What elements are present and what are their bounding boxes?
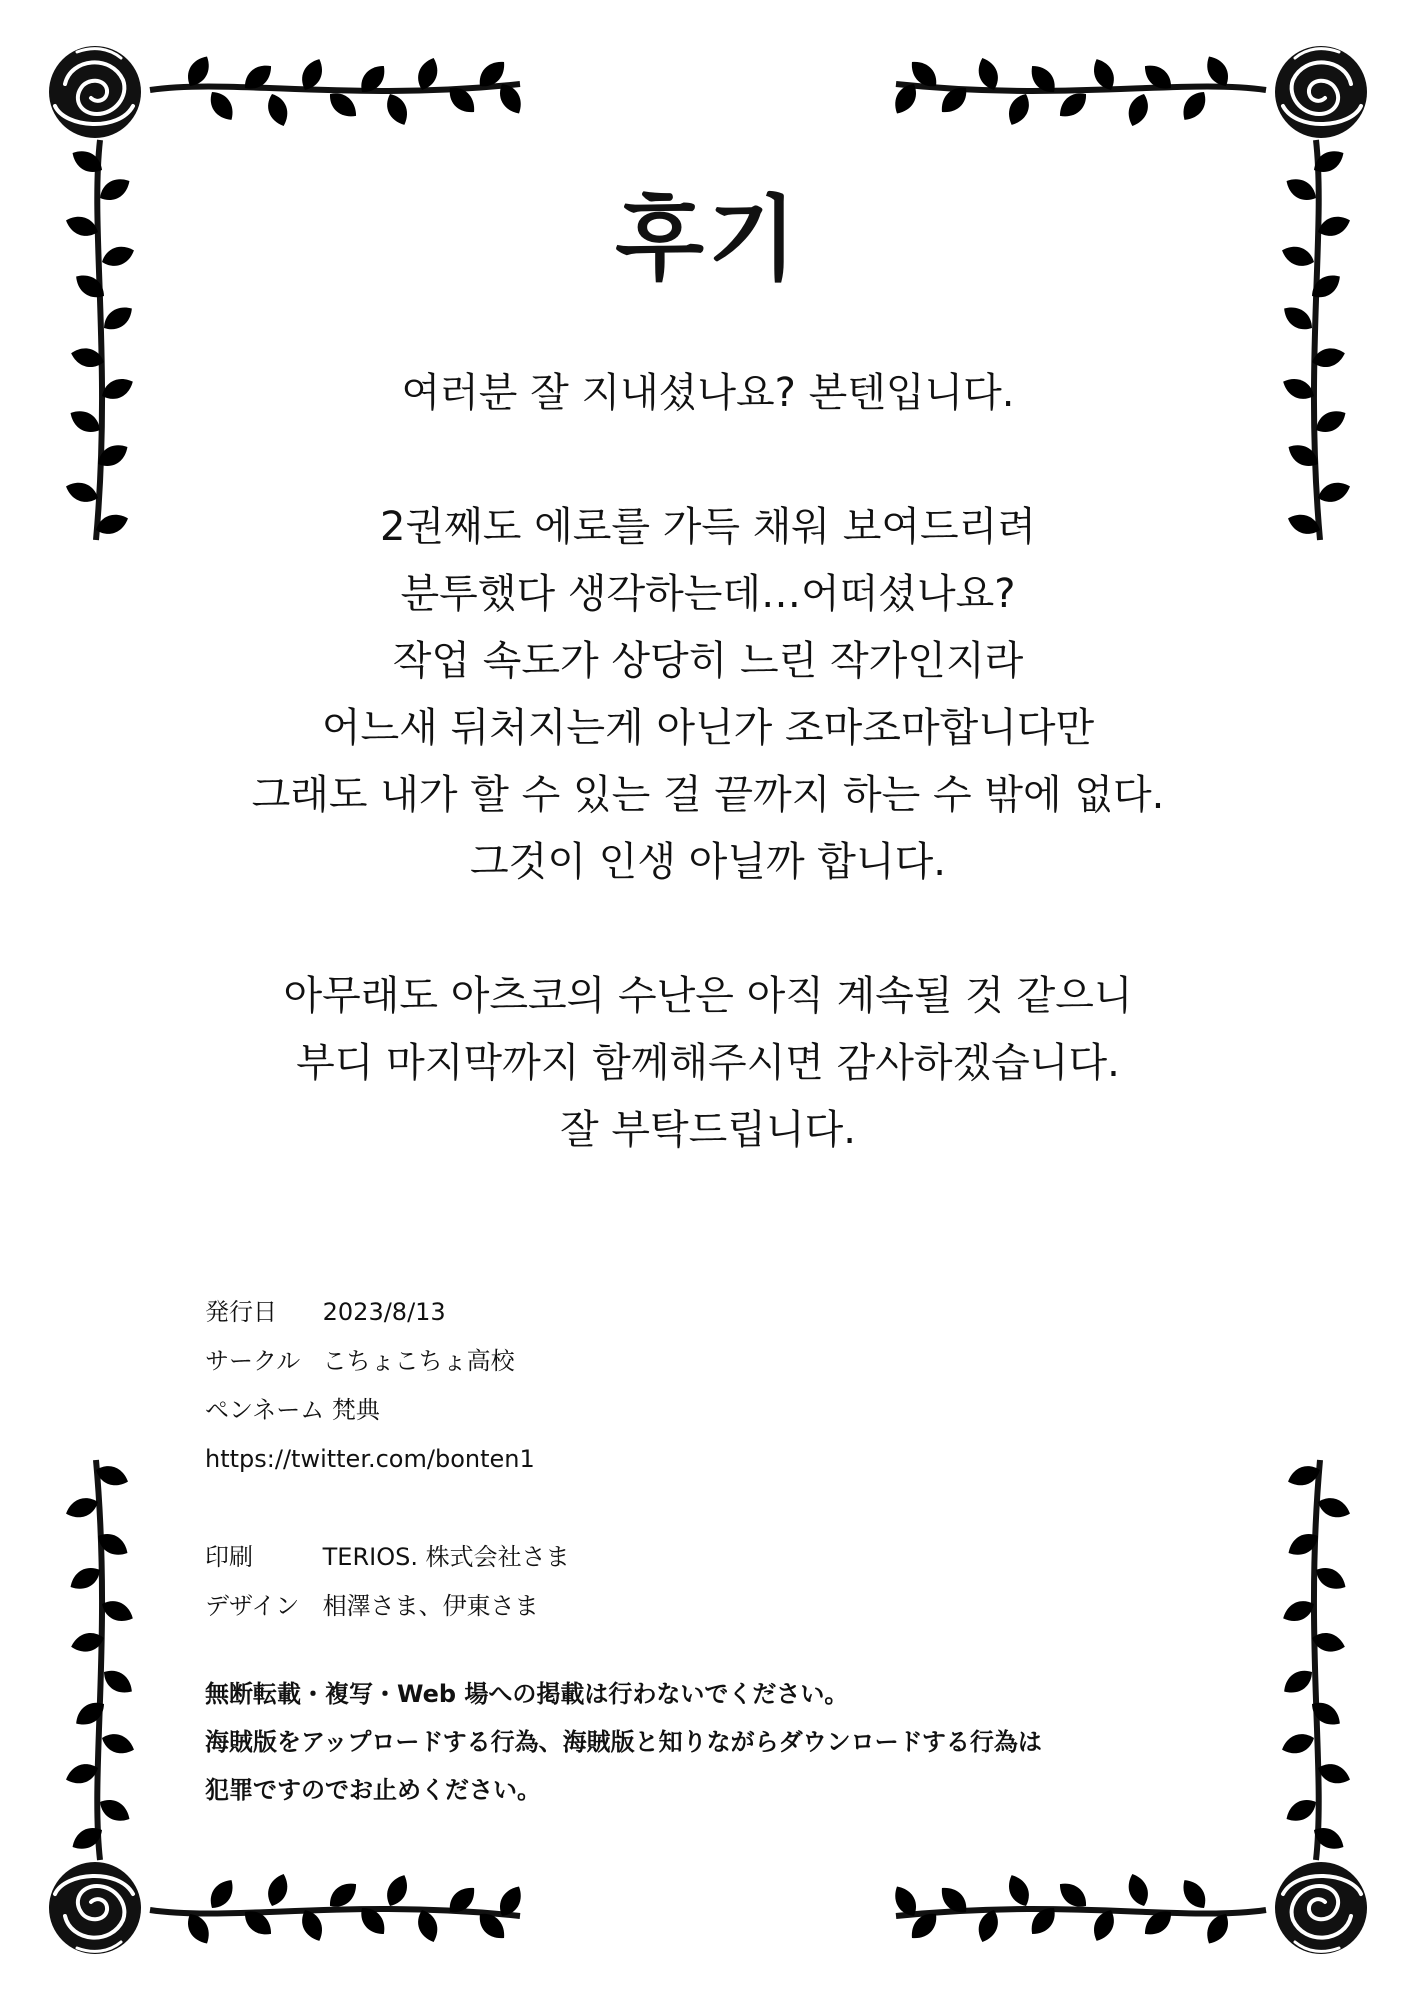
- message-line: 분투했다 생각하는데…어떠셨나요?: [400, 571, 1016, 617]
- penname-label: ペンネーム: [205, 1396, 325, 1424]
- colophon: [205, 1288, 570, 1631]
- notice-line: 海賊版をアップロードする行為、海賊版と知りながらダウンロードする行為は: [205, 1728, 1042, 1756]
- copyright-notice: [205, 1670, 1042, 1814]
- message-paragraph-3: [150, 963, 1266, 1164]
- message-line: 작업 속도가 상당히 느린 작가인지라: [392, 638, 1024, 684]
- print-value: TERIOS. 株式会社さま: [322, 1543, 570, 1571]
- page-title: 후기: [615, 186, 801, 293]
- print-row: [205, 1533, 570, 1582]
- circle-label: サークル: [205, 1347, 301, 1375]
- afterword-message: [150, 360, 1266, 1231]
- message-paragraph-2: [150, 494, 1266, 896]
- circle-value: こちょこちょ高校: [322, 1347, 515, 1375]
- design-value: 相澤さま、伊東さま: [322, 1592, 539, 1620]
- publish-date-label: 発行日: [205, 1298, 277, 1326]
- design-label: デザイン: [205, 1592, 300, 1620]
- message-line: 여러분 잘 지내셨나요? 본텐입니다.: [401, 370, 1015, 416]
- penname-value: 梵典: [331, 1396, 380, 1424]
- publish-date-value: 2023/8/13: [322, 1298, 446, 1326]
- notice-line: 無断転載・複写・Web 場への掲載は行わないでください。: [205, 1680, 849, 1708]
- message-line: 그래도 내가 할 수 있는 걸 끝까지 하는 수 밖에 없다.: [251, 772, 1165, 818]
- message-line: 부디 마지막까지 함께해주시면 감사하겠습니다.: [296, 1040, 1120, 1086]
- message-line: 어느새 뒤처지는게 아닌가 조마조마합니다만: [321, 705, 1095, 751]
- publish-date-row: [205, 1288, 570, 1337]
- print-label: 印刷: [205, 1543, 253, 1571]
- message-line: 그것이 인생 아닐까 합니다.: [470, 839, 946, 885]
- message-line: 2권째도 에로를 가득 채워 보여드리려: [380, 504, 1036, 550]
- twitter-url: https://twitter.com/bonten1: [205, 1445, 535, 1473]
- message-line: 아무래도 아츠코의 수난은 아직 계속될 것 같으니: [283, 973, 1133, 1019]
- circle-row: [205, 1337, 570, 1386]
- message-line: 잘 부탁드립니다.: [560, 1107, 856, 1153]
- penname-row: [205, 1386, 570, 1435]
- notice-line: 犯罪ですのでお止めください。: [205, 1776, 541, 1804]
- design-row: [205, 1582, 570, 1631]
- message-paragraph-1: [150, 360, 1266, 427]
